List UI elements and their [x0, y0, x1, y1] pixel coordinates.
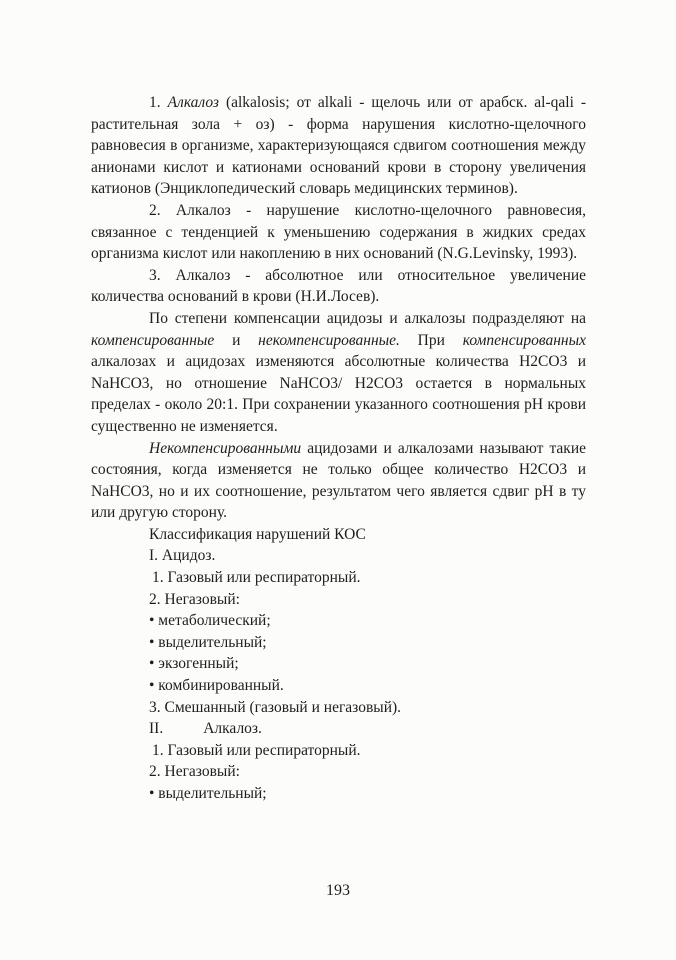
- list-item: 1. Газовый или респираторный.: [152, 569, 361, 587]
- paragraph-4: [91, 308, 586, 438]
- paragraph-5: [91, 438, 586, 524]
- term-compensated-plural: компенсированных: [462, 331, 586, 349]
- paragraph-number: 1.: [149, 94, 168, 111]
- section-acidosis: I. Ацидоз.: [149, 547, 216, 565]
- list-item: 2. Негазовый:: [149, 590, 240, 608]
- paragraph-text: ацидозами и алкалозами называют такие состояния, когда изменяется не только общее количество H2CO3 и NaHCO3, но и их соотношение, результатом чего является сдвиг рН в ту или другую сторону.: [91, 439, 586, 522]
- paragraph-text: При: [399, 331, 463, 349]
- classification-title: Классификация нарушений КОС: [149, 525, 366, 543]
- term-alkalosis: Алкалоз: [167, 94, 219, 111]
- paragraph-text: алкалозах и ацидозах изменяются абсолютные количества H2CO3 и NaHCO3, но отношение NaHCO3/ H2CO3 остается в нормальных пределах - около 20:1. При сохранении указанного соотношения рН крови существенно не изменяется.: [91, 353, 586, 435]
- term-compensated: компенсированные: [91, 331, 215, 349]
- section-number: II.: [149, 720, 164, 738]
- paragraph-text: и: [214, 331, 259, 349]
- term-uncompensated-instr: Некомпенсированными: [149, 439, 302, 457]
- page-number: 193: [326, 882, 350, 899]
- list-item: • выделительный;: [149, 633, 267, 651]
- page-body: [91, 92, 586, 805]
- list-item: 2. Негазовый:: [149, 763, 240, 781]
- section-alkalosis: [91, 718, 586, 740]
- list-item: • выделительный;: [149, 785, 267, 802]
- list-item: 3. Смешанный (газовый и негазовый).: [149, 698, 402, 716]
- list-item: • метаболический;: [149, 612, 271, 630]
- list-item: • экзогенный;: [149, 655, 239, 673]
- list-item: 1. Газовый или респираторный.: [152, 741, 361, 759]
- paragraph-1: [91, 92, 586, 200]
- term-uncompensated: некомпенсированные.: [258, 331, 400, 349]
- section-label: Алкалоз.: [203, 720, 262, 738]
- classification-list: [91, 524, 586, 805]
- list-item: • комбинированный.: [149, 677, 284, 695]
- paragraph-3: 3. Алкалоз - абсолютное или относительное увеличение количества оснований в крови (Н.И.Лосев).: [91, 266, 586, 306]
- paragraph-text: (alkalosis; от alkali - щелочь или от арабск. al-qali - растительная зола + оз) - форма нарушения кислотно-щелочного равновесия в организме, характеризующаяся сдвигом соотношения между анионами кислот и катионами оснований крови в сторону увеличения катионов (Энциклопедический словарь медицинских терминов).: [91, 94, 587, 198]
- paragraph-text: По степени компенсации ацидозы и алкалозы подразделяют на: [149, 309, 586, 327]
- paragraph-2: 2. Алкалоз - нарушение кислотно-щелочного равновесия, связанное с тенденцией к уменьшению содержания в жидких средах организма кислот или накоплению в них оснований (N.G.Levinsky, 1993).: [91, 201, 586, 263]
